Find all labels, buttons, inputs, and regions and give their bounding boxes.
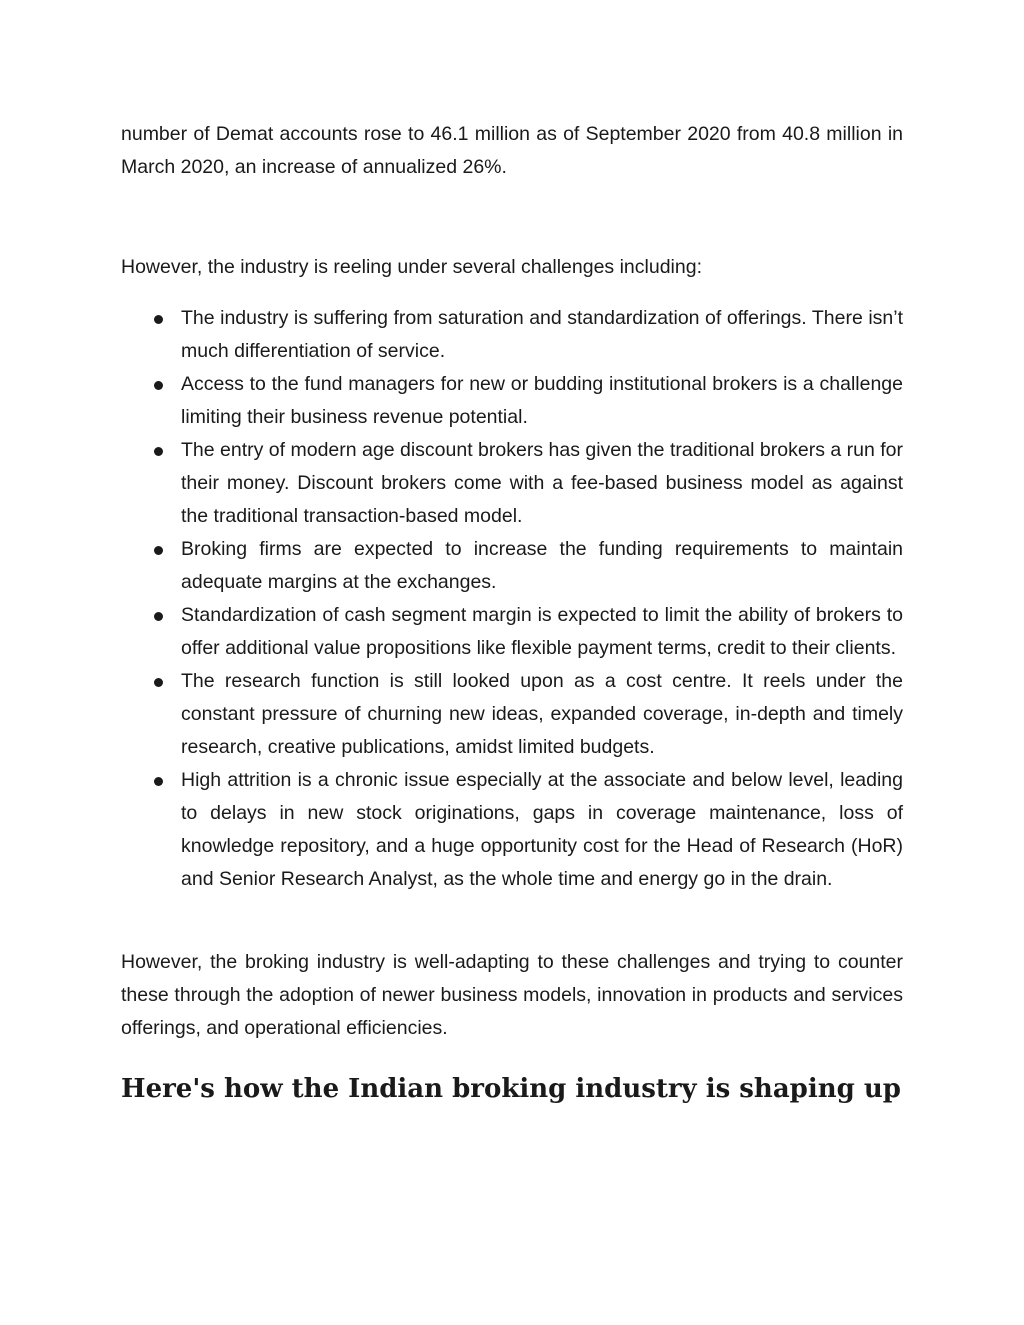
bullet-icon <box>154 381 163 390</box>
challenges-list <box>121 302 903 896</box>
bullet-icon <box>154 315 163 324</box>
list-item-text: Broking firms are expected to increase the funding requirements to maintain adequate margins at the exchanges. <box>181 538 903 593</box>
closing-paragraph: However, the broking industry is well-adapting to these challenges and trying to counter these through the adoption of newer business models, innovation in products and services offerings, and operational efficiencies. <box>121 951 903 1039</box>
bullet-icon <box>154 546 163 555</box>
challenges-lead-paragraph: However, the industry is reeling under several challenges including: <box>121 256 702 278</box>
list-item-text: The entry of modern age discount brokers has given the traditional brokers a run for their money. Discount brokers come with a fee-based business model as against the traditional transaction-based model. <box>181 439 903 527</box>
list-item <box>121 599 903 665</box>
bullet-icon <box>154 612 163 621</box>
section-heading: Here's how the Indian broking industry is shaping up <box>121 1074 901 1104</box>
list-item <box>121 665 903 764</box>
list-item-text: High attrition is a chronic issue especially at the associate and below level, leading to delays in new stock originations, gaps in coverage maintenance, loss of knowledge repository, and a huge opportunity cost for the Head of Research (HoR) and Senior Research Analyst, as the whole time and energy go in the drain. <box>181 769 903 890</box>
bullet-icon <box>154 447 163 456</box>
list-item <box>121 533 903 599</box>
list-item-text: Standardization of cash segment margin is expected to limit the ability of brokers to offer additional value propositions like flexible payment terms, credit to their clients. <box>181 604 903 659</box>
list-item-text: Access to the fund managers for new or budding institutional brokers is a challenge limiting their business revenue potential. <box>181 373 903 428</box>
intro-paragraph: number of Demat accounts rose to 46.1 million as of September 2020 from 40.8 million in March 2020, an increase of annualized 26%. <box>121 123 903 178</box>
document-page <box>121 118 903 1107</box>
list-item <box>121 302 903 368</box>
list-item <box>121 764 903 896</box>
bullet-icon <box>154 678 163 687</box>
list-item <box>121 368 903 434</box>
list-item-text: The industry is suffering from saturation and standardization of offerings. There isn’t much differentiation of service. <box>181 307 903 362</box>
bullet-icon <box>154 777 163 786</box>
list-item <box>121 434 903 533</box>
list-item-text: The research function is still looked upon as a cost centre. It reels under the constant pressure of churning new ideas, expanded coverage, in-depth and timely research, creative publications, amidst limited budgets. <box>181 670 903 758</box>
